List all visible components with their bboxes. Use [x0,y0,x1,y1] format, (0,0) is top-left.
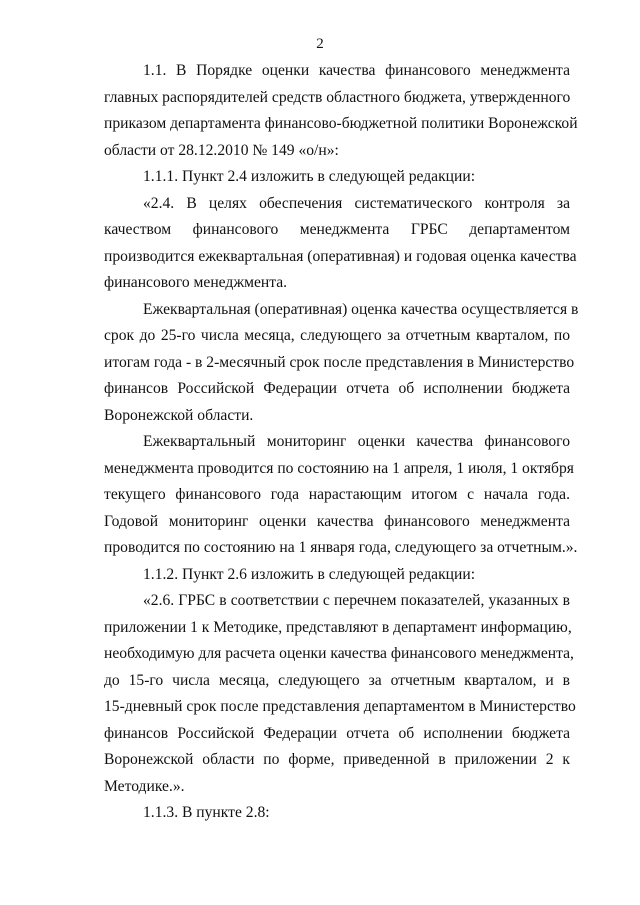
text-line: финансов Российской Федерации отчета об исполнении бюджета [104,380,570,397]
text-line: проводится по состоянию на 1 января года, следующего за отчетным.». [104,539,578,556]
text-line: менеджмента проводится по состоянию на 1 апреля, 1 июля, 1 октября [104,459,574,477]
text-line: Ежеквартальная (оперативная) оценка качества осуществляется в [143,300,579,318]
text-line: необходимую для расчета оценки качества финансового менеджмента, [104,645,574,662]
text-line: до 15-го числа месяца, следующего за отчетным кварталом, и в [104,671,570,689]
text-line: приложении 1 к Методике, представляют в департамент информацию, [104,618,572,636]
text-line: главных распорядителей средств областного бюджета, утвержденного [104,88,571,106]
text-line: Ежеквартальный мониторинг оценки качества финансового [143,433,570,450]
text-line: Воронежской области. [104,406,254,424]
text-line: 1.1. В Порядке оценки качества финансового менеджмента [143,62,570,79]
text-line: производится ежеквартальная (оперативная) и годовая оценка качества [104,247,577,265]
paragraph [104,191,577,297]
paragraph [104,164,570,191]
text-line: приказом департамента финансово-бюджетной политики Воронежской [104,115,578,132]
document-body [104,58,579,827]
paragraph [104,562,570,589]
text-line: области от 28.12.2010 № 149 «о/н»: [104,141,339,159]
text-line: срок до 25-го числа месяца, следующего за отчетным кварталом, по [104,327,570,344]
text-line: «2.4. В целях обеспечения систематического контроля за [143,194,570,212]
paragraph [104,58,578,164]
page-number: 2 [316,36,324,52]
paragraph [104,588,576,800]
text-line: 15-дневный срок после представления департаментом в Министерство [104,698,576,715]
text-line: Воронежской области по форме, приведенной в приложении 2 к [104,751,570,768]
text-line: Годовой мониторинг оценки качества финансового менеджмента [104,512,570,530]
text-line: финансов Российской Федерации отчета об исполнении бюджета [104,724,570,742]
text-line: «2.6. ГРБС в соответствии с перечнем показателей, указанных в [143,592,570,609]
text-line: текущего финансового года нарастающим итогом с начала года. [104,486,570,503]
text-line: качеством финансового менеджмента ГРБС департаментом [104,221,570,238]
paragraph [104,297,579,430]
text-line: 1.1.1. Пункт 2.4 изложить в следующей редакции: [143,168,476,185]
text-line: Методике.». [104,777,185,795]
text-line: 1.1.2. Пункт 2.6 изложить в следующей редакции: [143,565,476,583]
paragraph [104,429,578,562]
paragraph [104,800,570,827]
text-line: финансового менеджмента. [104,274,288,291]
text-line: 1.1.3. В пункте 2.8: [143,804,270,821]
text-line: итогам года - в 2-месячный срок после представления в Министерство [104,353,575,371]
